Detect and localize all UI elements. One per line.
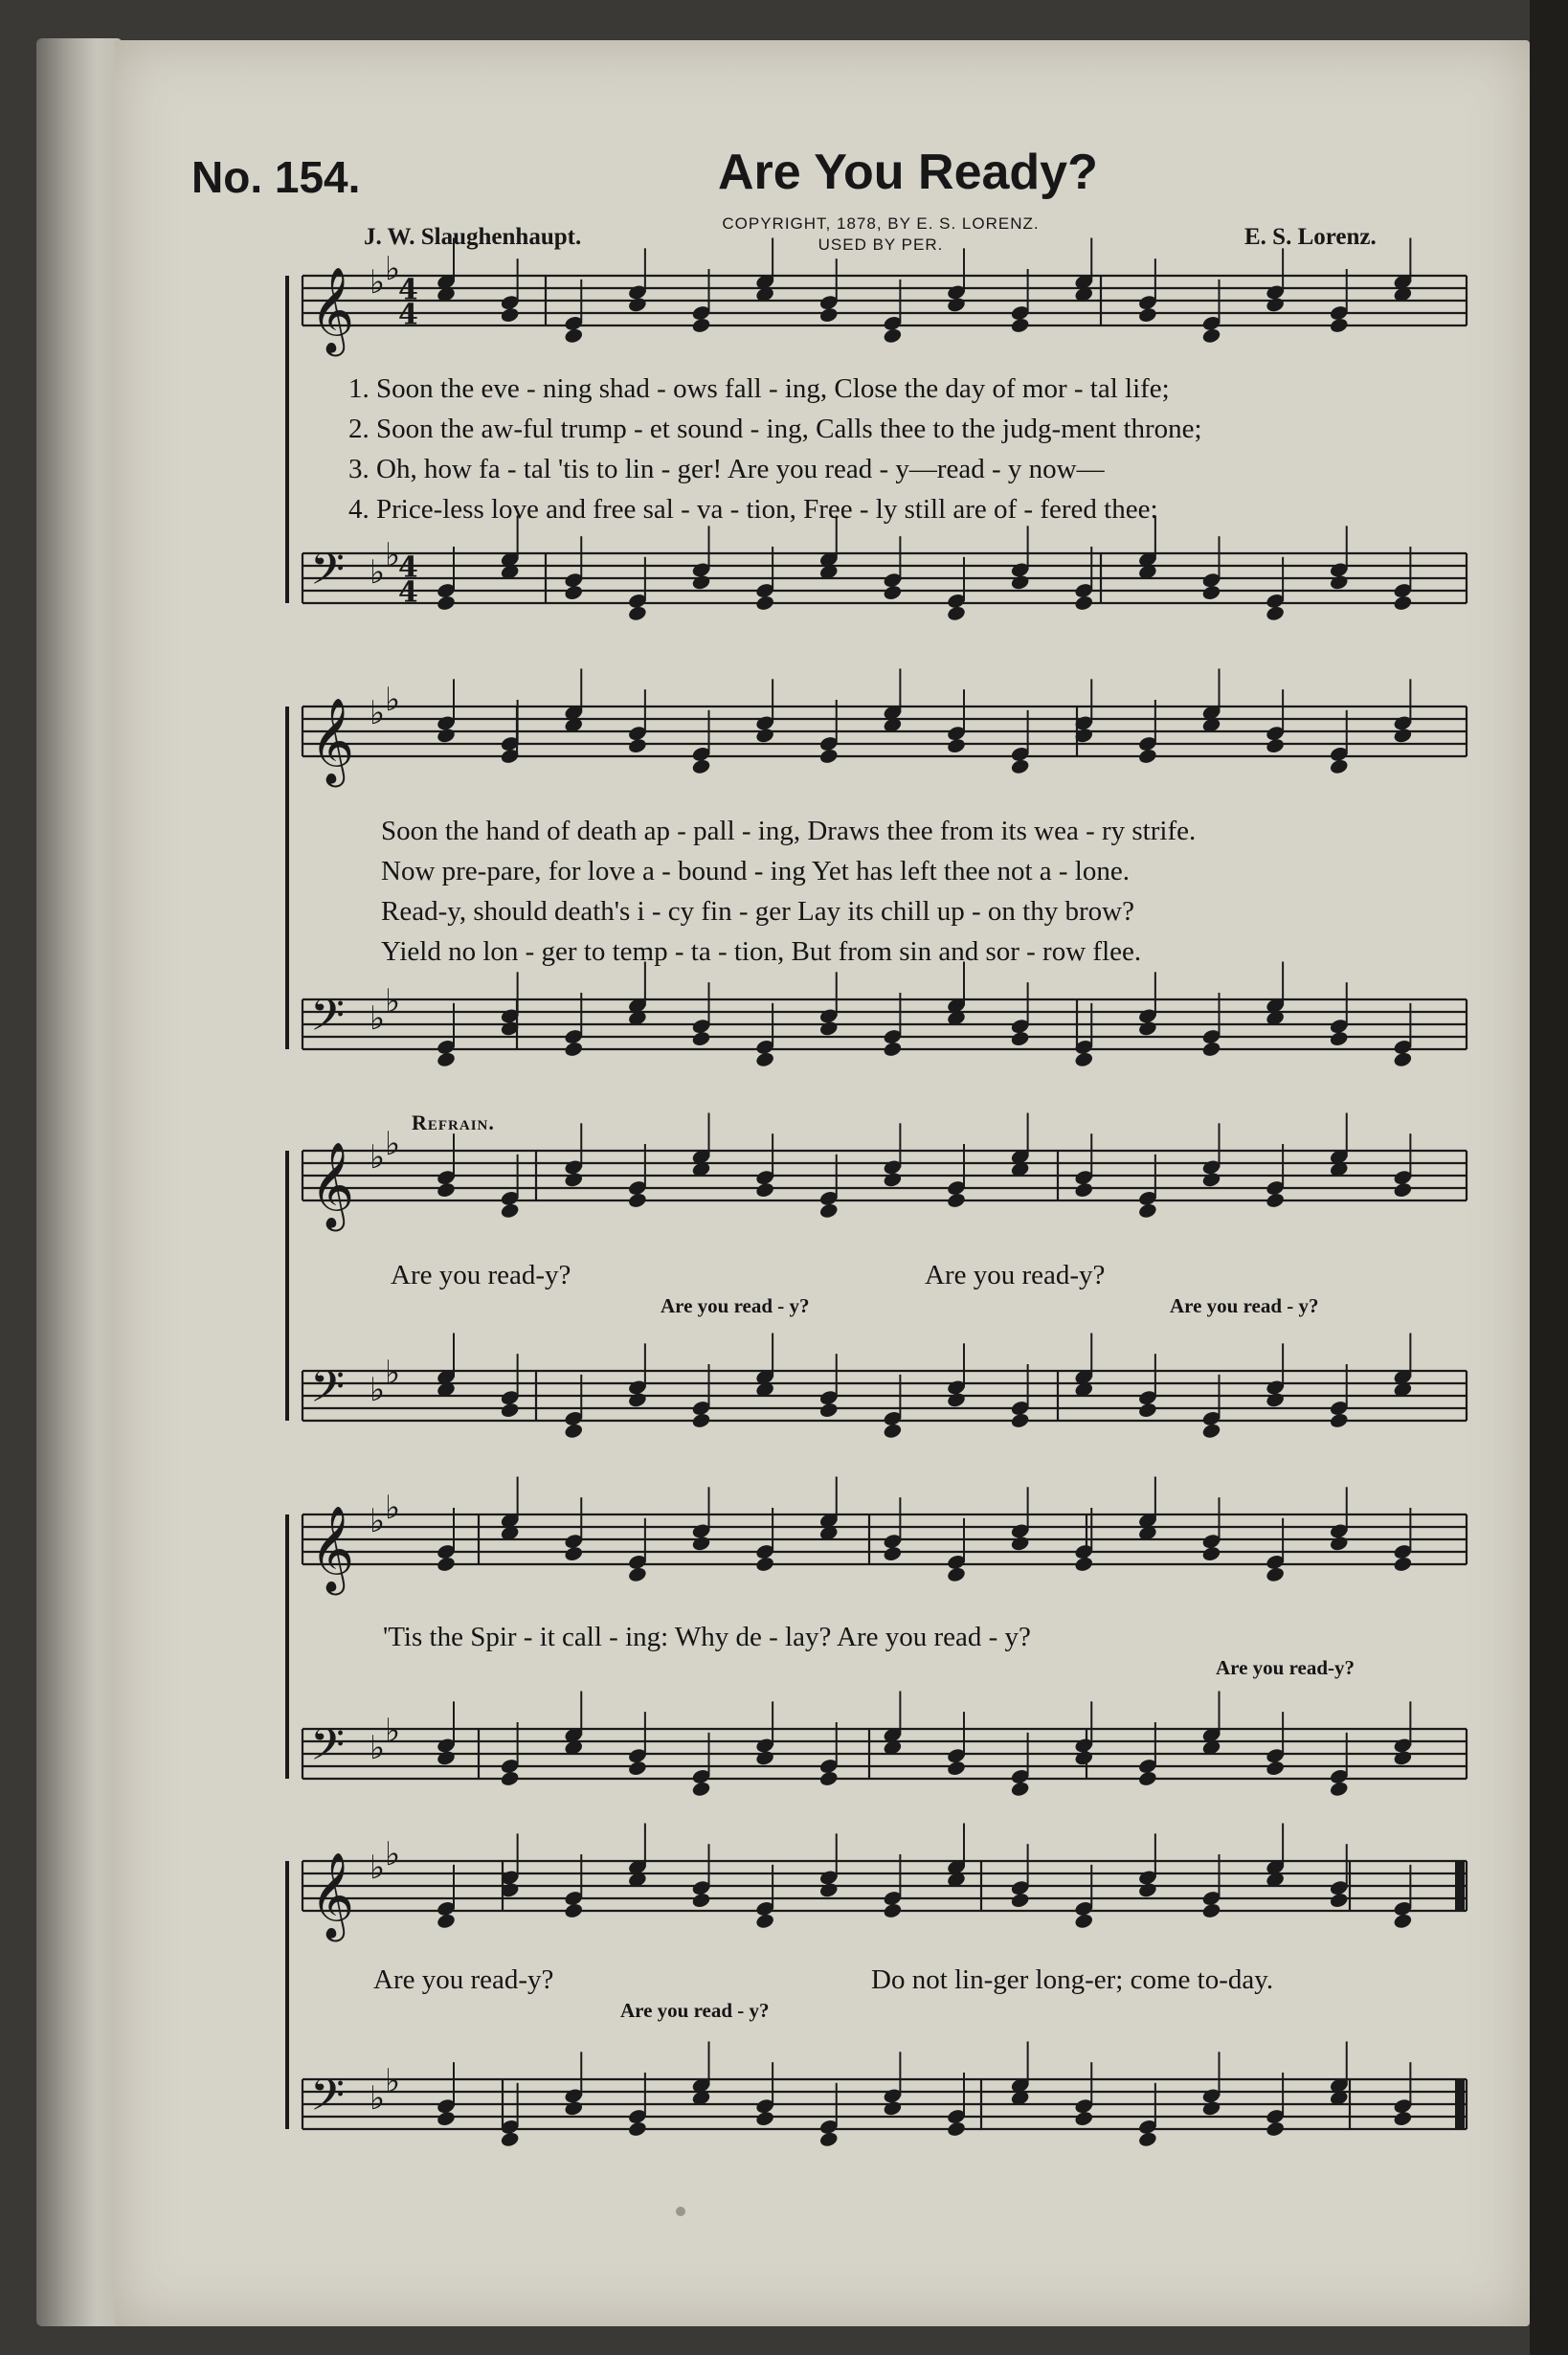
note-head bbox=[754, 1913, 774, 1930]
note-head bbox=[627, 2120, 647, 2138]
note-head bbox=[564, 1041, 584, 1058]
note-head bbox=[883, 1171, 903, 1188]
treble-clef-icon: 𝄞 bbox=[310, 1852, 355, 1939]
note-head bbox=[1074, 1749, 1094, 1766]
note-head bbox=[754, 1556, 774, 1573]
refrain-line-3b: Do not lin-ger long-er; come to-day. bbox=[871, 1964, 1274, 1995]
note-head bbox=[1074, 2110, 1094, 2127]
note-head bbox=[691, 1892, 711, 1909]
verse-4-line-b: Yield no lon - ger to temp - ta - tion, But from sin and sor - row flee. bbox=[381, 936, 1142, 967]
note-head bbox=[754, 594, 774, 612]
note-head bbox=[946, 1566, 966, 1583]
treble-clef-icon: 𝄞 bbox=[310, 1142, 355, 1228]
note-head bbox=[883, 584, 903, 601]
note-head bbox=[1265, 1391, 1285, 1408]
note-head bbox=[1201, 584, 1221, 601]
note-head bbox=[1265, 2120, 1285, 2138]
flat-icon: ♭ bbox=[385, 1835, 401, 1873]
note-head bbox=[1265, 1192, 1285, 1209]
refrain-line-2: 'Tis the Spir - it call - ing: Why de - lay? Are you read - y? bbox=[383, 1622, 1031, 1652]
note-head bbox=[1010, 1781, 1030, 1798]
flat-icon: ♭ bbox=[385, 681, 401, 719]
note-head bbox=[500, 1402, 520, 1419]
note-head bbox=[1265, 1566, 1285, 1583]
note-head bbox=[946, 1760, 966, 1777]
note-head bbox=[1329, 758, 1349, 775]
note-head bbox=[946, 605, 966, 622]
note-head bbox=[1265, 737, 1285, 754]
note-head bbox=[1201, 1171, 1221, 1188]
note-head bbox=[691, 1030, 711, 1047]
note-head bbox=[1201, 1041, 1221, 1058]
final-barline bbox=[1455, 2079, 1465, 2129]
note-head bbox=[1074, 1913, 1094, 1930]
note-head bbox=[436, 594, 456, 612]
bass-clef-icon: 𝄢 bbox=[310, 544, 346, 606]
note-head bbox=[946, 737, 966, 754]
note-head bbox=[1329, 1535, 1349, 1552]
note-head bbox=[946, 1192, 966, 1209]
note-head bbox=[1074, 1181, 1094, 1199]
flat-icon: ♭ bbox=[370, 2079, 386, 2119]
note-head bbox=[1329, 1030, 1349, 1047]
refrain-echo-2: Are you read-y? bbox=[1216, 1656, 1355, 1679]
note-head bbox=[1137, 1202, 1157, 1220]
note-head bbox=[1201, 1423, 1221, 1440]
flat-icon: ♭ bbox=[370, 553, 386, 593]
note-head bbox=[691, 1412, 711, 1429]
note-head bbox=[946, 296, 966, 313]
note-head bbox=[1010, 1892, 1030, 1909]
note-head bbox=[1265, 296, 1285, 313]
note-head bbox=[1010, 1412, 1030, 1429]
verse-3-line-a: 3. Oh, how fa - tal 'tis to lin - ger! Are you read - y—read - y now— bbox=[348, 454, 1105, 484]
note-head bbox=[500, 1770, 520, 1787]
note-head bbox=[946, 2120, 966, 2138]
verse-1-line-a: 1. Soon the eve - ning shad - ows fall - ing, Close the day of mor - tal life; bbox=[348, 373, 1170, 404]
note-head bbox=[1074, 594, 1094, 612]
note-head bbox=[754, 1749, 774, 1766]
note-head bbox=[1201, 2099, 1221, 2117]
copyright-line: COPYRIGHT, 1878, BY E. S. LORENZ. bbox=[722, 214, 1040, 233]
note-head bbox=[1329, 1412, 1349, 1429]
time-signature-bottom: 4 bbox=[398, 575, 418, 610]
note-head bbox=[564, 1902, 584, 1919]
note-head bbox=[1393, 2110, 1413, 2127]
note-head bbox=[627, 1760, 647, 1777]
verse-2-line-a: 2. Soon the aw-ful trump - et sound - ing, Calls thee to the judg-ment throne; bbox=[348, 414, 1202, 444]
note-head bbox=[1265, 605, 1285, 622]
note-head bbox=[946, 1391, 966, 1408]
note-head bbox=[818, 1020, 839, 1037]
note-head bbox=[1265, 1760, 1285, 1777]
note-head bbox=[500, 306, 520, 324]
hymn-number: No. 154. bbox=[191, 152, 361, 202]
note-head bbox=[564, 1545, 584, 1562]
final-barline bbox=[1455, 1861, 1465, 1911]
time-signature-bottom: 4 bbox=[398, 298, 418, 332]
bass-clef-icon: 𝄢 bbox=[310, 2070, 346, 2132]
note-head bbox=[1010, 758, 1030, 775]
note-head bbox=[500, 2131, 520, 2148]
flat-icon: ♭ bbox=[370, 999, 386, 1039]
flat-icon: ♭ bbox=[385, 2062, 401, 2100]
note-head bbox=[883, 1902, 903, 1919]
note-head bbox=[1137, 306, 1157, 324]
note-head bbox=[1393, 1913, 1413, 1930]
note-head bbox=[754, 1181, 774, 1199]
note-head bbox=[1137, 1770, 1157, 1787]
note-head bbox=[883, 1545, 903, 1562]
note-head bbox=[564, 2099, 584, 2117]
note-head bbox=[436, 1181, 456, 1199]
refrain-echo-3: Are you read - y? bbox=[620, 1999, 770, 2022]
note-head bbox=[818, 1402, 839, 1419]
flat-icon: ♭ bbox=[385, 1354, 401, 1392]
note-head bbox=[1201, 327, 1221, 345]
clef-symbols bbox=[310, 250, 418, 2132]
note-head bbox=[1137, 1020, 1157, 1037]
note-head bbox=[627, 605, 647, 622]
note-head bbox=[564, 1171, 584, 1188]
note-head bbox=[1329, 573, 1349, 591]
note-head bbox=[691, 573, 711, 591]
page-mark bbox=[676, 2207, 685, 2216]
bass-clef-icon: 𝄢 bbox=[310, 1719, 346, 1782]
permission-line: USED BY PER. bbox=[818, 236, 944, 254]
note-head bbox=[1010, 573, 1030, 591]
note-head bbox=[436, 1913, 456, 1930]
note-head bbox=[1393, 1051, 1413, 1068]
note-head bbox=[1329, 1892, 1349, 1909]
flat-icon: ♭ bbox=[370, 694, 386, 733]
note-head bbox=[818, 2131, 839, 2148]
note-head bbox=[627, 296, 647, 313]
refrain-line-1a: Are you read-y? bbox=[391, 1260, 571, 1290]
note-head bbox=[1393, 1749, 1413, 1766]
note-head bbox=[1329, 1781, 1349, 1798]
note-head bbox=[436, 1051, 456, 1068]
note-head bbox=[691, 758, 711, 775]
note-head bbox=[818, 306, 839, 324]
note-head bbox=[1201, 1545, 1221, 1562]
lyricist: J. W. Slaughenhaupt. bbox=[364, 224, 582, 250]
flat-icon: ♭ bbox=[385, 1125, 401, 1163]
flat-icon: ♭ bbox=[370, 1502, 386, 1541]
note-head bbox=[436, 2110, 456, 2127]
flat-icon: ♭ bbox=[385, 536, 401, 574]
note-head bbox=[1201, 1902, 1221, 1919]
flat-icon: ♭ bbox=[370, 1849, 386, 1888]
flat-icon: ♭ bbox=[385, 1489, 401, 1527]
note-head bbox=[754, 2110, 774, 2127]
note-head bbox=[754, 727, 774, 744]
note-head bbox=[436, 1749, 456, 1766]
note-head bbox=[500, 1202, 520, 1220]
staff-lines bbox=[287, 273, 1467, 2129]
flat-icon: ♭ bbox=[385, 250, 401, 288]
note-head bbox=[1137, 2131, 1157, 2148]
composer: E. S. Lorenz. bbox=[1244, 224, 1377, 250]
note-head bbox=[1393, 727, 1413, 744]
note-head bbox=[1010, 317, 1030, 334]
note-head bbox=[1393, 594, 1413, 612]
bass-clef-icon: 𝄢 bbox=[310, 990, 346, 1052]
flat-icon: ♭ bbox=[370, 263, 386, 303]
note-head bbox=[1137, 1402, 1157, 1419]
note-head bbox=[818, 1202, 839, 1220]
time-signature-top: 4 bbox=[398, 550, 418, 585]
refrain-label: Refrain. bbox=[412, 1110, 495, 1134]
note-head bbox=[883, 327, 903, 345]
note-head bbox=[627, 1566, 647, 1583]
refrain-line-1b: Are you read-y? bbox=[925, 1260, 1106, 1290]
treble-clef-icon: 𝄞 bbox=[310, 267, 355, 353]
note-head bbox=[1137, 1881, 1157, 1898]
note-head bbox=[1010, 1535, 1030, 1552]
note-head bbox=[1329, 317, 1349, 334]
hymn-title: Are You Ready? bbox=[718, 145, 1098, 200]
note-head bbox=[564, 327, 584, 345]
note-head bbox=[1393, 1181, 1413, 1199]
note-head bbox=[691, 317, 711, 334]
note-head bbox=[1010, 1030, 1030, 1047]
flat-icon: ♭ bbox=[370, 1371, 386, 1410]
refrain-line-3a: Are you read-y? bbox=[373, 1964, 554, 1995]
note-head bbox=[1074, 1051, 1094, 1068]
note-head bbox=[883, 1423, 903, 1440]
note-head bbox=[564, 1423, 584, 1440]
note-head bbox=[818, 1881, 839, 1898]
refrain-echo-1b: Are you read - y? bbox=[1170, 1294, 1319, 1317]
note-head bbox=[883, 2099, 903, 2117]
note-head bbox=[1074, 1556, 1094, 1573]
note-head bbox=[1393, 1556, 1413, 1573]
note-head bbox=[691, 1781, 711, 1798]
flat-icon: ♭ bbox=[385, 1712, 401, 1750]
note-head bbox=[754, 1051, 774, 1068]
bass-clef-icon: 𝄢 bbox=[310, 1361, 346, 1424]
flat-icon: ♭ bbox=[385, 982, 401, 1020]
time-signature-top: 4 bbox=[398, 273, 418, 307]
note-head bbox=[627, 737, 647, 754]
treble-clef-icon: 𝄞 bbox=[310, 1506, 355, 1592]
note-head bbox=[1137, 748, 1157, 765]
verse-4-line-a: 4. Price-less love and free sal - va - tion, Free - ly still are of - fered thee: bbox=[348, 494, 1158, 525]
verse-1-line-b: Soon the hand of death ap - pall - ing, Draws thee from its wea - ry strife. bbox=[381, 816, 1197, 846]
treble-clef-icon: 𝄞 bbox=[310, 698, 355, 784]
note-head bbox=[691, 1535, 711, 1552]
note-head bbox=[818, 1770, 839, 1787]
note-head bbox=[883, 1041, 903, 1058]
verse-3-line-b: Read-y, should death's i - cy fin - ger Lay its chill up - on thy brow? bbox=[381, 896, 1134, 927]
note-head bbox=[627, 1192, 647, 1209]
note-head bbox=[627, 1391, 647, 1408]
flat-icon: ♭ bbox=[370, 1729, 386, 1768]
flat-icon: ♭ bbox=[370, 1138, 386, 1178]
note-head bbox=[818, 748, 839, 765]
verse-2-line-b: Now pre-pare, for love a - bound - ing Yet has left thee not a - lone. bbox=[381, 856, 1130, 886]
refrain-echo-1a: Are you read - y? bbox=[661, 1294, 810, 1317]
note-head bbox=[564, 584, 584, 601]
note-head bbox=[436, 727, 456, 744]
note-head bbox=[436, 1556, 456, 1573]
